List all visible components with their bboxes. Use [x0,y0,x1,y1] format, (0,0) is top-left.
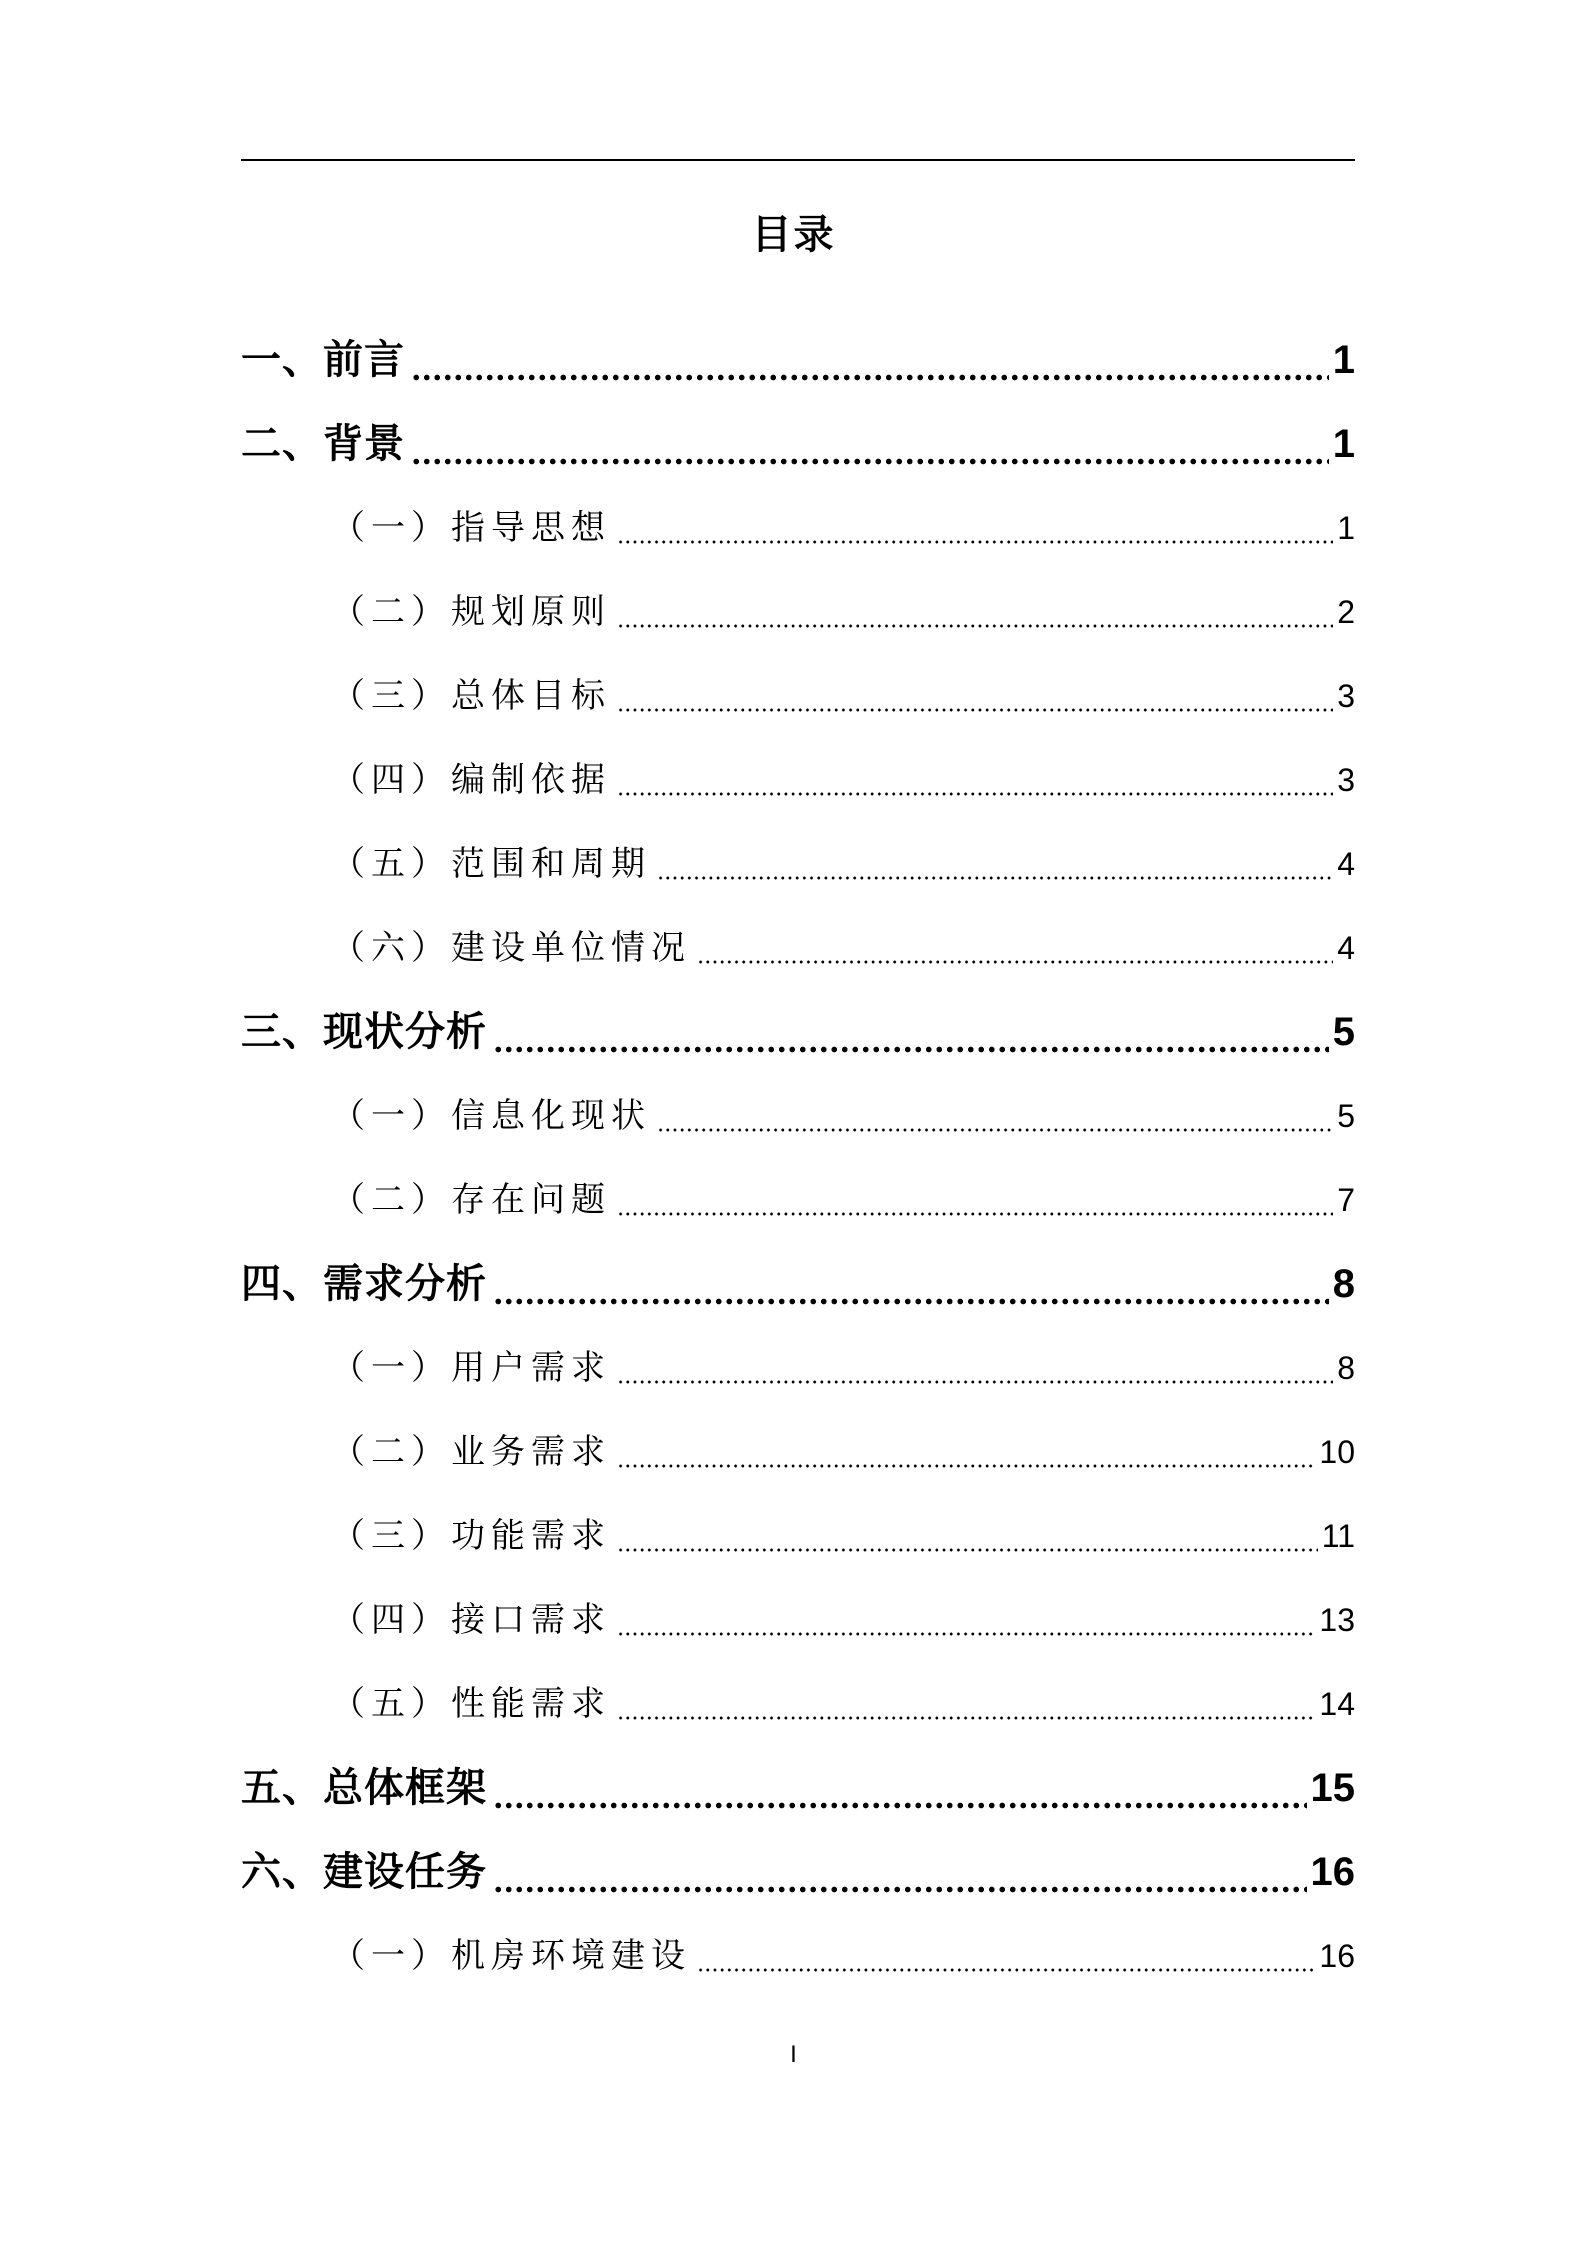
toc-chapter-entry[interactable] [241,1242,1355,1326]
toc-dot-leader [617,1494,1318,1578]
toc-dot-leader [657,1074,1333,1158]
toc-chapter-entry[interactable] [241,402,1355,486]
toc-section-entry[interactable] [241,486,1355,570]
toc-section-entry[interactable] [241,1914,1355,1998]
toc-entry-page-number: 3 [1337,762,1355,798]
toc-entry-page-number: 16 [1319,1938,1355,1974]
toc-dot-leader [493,1830,1307,1914]
toc-entry-page-number: 8 [1337,1350,1355,1386]
toc-dot-leader [617,1662,1315,1746]
toc-entry-page-number: 3 [1337,678,1355,714]
toc-dot-leader [617,1410,1315,1494]
toc-section-entry[interactable] [241,1410,1355,1494]
toc-entry-title: （四）接口需求 [331,1600,611,1640]
toc-entry-page-number: 15 [1310,1766,1355,1810]
toc-section-entry[interactable] [241,1662,1355,1746]
toc-chapter-entry[interactable] [241,318,1355,402]
toc-entry-title: 六、建设任务 [241,1849,487,1895]
toc-entry-title: 三、现状分析 [241,1009,487,1055]
toc-entry-title: （一）用户需求 [331,1348,611,1388]
toc-section-entry[interactable] [241,1494,1355,1578]
toc-dot-leader [697,1914,1315,1998]
toc-entry-page-number: 5 [1337,1098,1355,1134]
toc-dot-leader [617,486,1333,570]
toc-section-entry[interactable] [241,1158,1355,1242]
toc-chapter-entry[interactable] [241,1830,1355,1914]
toc-entry-page-number: 13 [1319,1602,1355,1638]
toc-section-entry[interactable] [241,570,1355,654]
toc-entry-page-number: 1 [1332,338,1355,382]
toc-entry-page-number: 1 [1337,510,1355,546]
toc-entry-page-number: 4 [1337,846,1355,882]
toc-entry-page-number: 4 [1337,930,1355,966]
toc-entry-page-number: 16 [1310,1850,1355,1894]
toc-chapter-entry[interactable] [241,1746,1355,1830]
toc-entry-title: 五、总体框架 [241,1765,487,1811]
toc-entry-title: （五）范围和周期 [331,844,651,884]
toc-entry-page-number: 2 [1337,594,1355,630]
toc-entry-title: 四、需求分析 [241,1261,487,1307]
toc-entry-title: （五）性能需求 [331,1684,611,1724]
toc-entry-title: 一、前言 [241,337,405,383]
toc-entry-title: （六）建设单位情况 [331,928,691,968]
toc-section-entry[interactable] [241,906,1355,990]
toc-entry-title: 二、背景 [241,421,405,467]
toc-entry-title: （三）总体目标 [331,676,611,716]
toc-entry-title: （一）信息化现状 [331,1096,651,1136]
toc-dot-leader [617,1158,1333,1242]
toc-entry-page-number: 14 [1319,1686,1355,1722]
toc-entry-title: （一）指导思想 [331,508,611,548]
toc-dot-leader [493,990,1329,1074]
toc-entry-title: （二）业务需求 [331,1432,611,1472]
toc-entry-page-number: 8 [1332,1262,1355,1306]
toc-dot-leader [697,906,1333,990]
toc-entry-page-number: 1 [1332,422,1355,466]
toc-entry-title: （一）机房环境建设 [331,1936,691,1976]
toc-entry-title: （三）功能需求 [331,1516,611,1556]
toc-entry-page-number: 10 [1319,1434,1355,1470]
toc-section-entry[interactable] [241,1074,1355,1158]
toc-entry-page-number: 5 [1332,1010,1355,1054]
toc-entry-page-number: 11 [1321,1518,1355,1554]
toc-dot-leader [617,570,1333,654]
toc-dot-leader [617,1326,1333,1410]
footer-page-number: I [790,2041,797,2068]
toc-dot-leader [657,822,1333,906]
toc-dot-leader [493,1242,1329,1326]
table-of-contents [241,318,1355,1998]
toc-section-entry[interactable] [241,1578,1355,1662]
toc-dot-leader [493,1746,1307,1830]
toc-dot-leader [411,318,1329,402]
toc-section-entry[interactable] [241,738,1355,822]
toc-entry-title: （四）编制依据 [331,760,611,800]
toc-entry-title: （二）存在问题 [331,1180,611,1220]
toc-dot-leader [617,738,1333,822]
toc-dot-leader [411,402,1329,486]
toc-dot-leader [617,1578,1315,1662]
toc-dot-leader [617,654,1333,738]
header-rule [241,159,1355,161]
toc-section-entry[interactable] [241,1326,1355,1410]
toc-chapter-entry[interactable] [241,990,1355,1074]
toc-entry-title: （二）规划原则 [331,592,611,632]
toc-section-entry[interactable] [241,822,1355,906]
toc-title: 目录 [751,212,836,258]
toc-entry-page-number: 7 [1337,1182,1355,1218]
toc-section-entry[interactable] [241,654,1355,738]
